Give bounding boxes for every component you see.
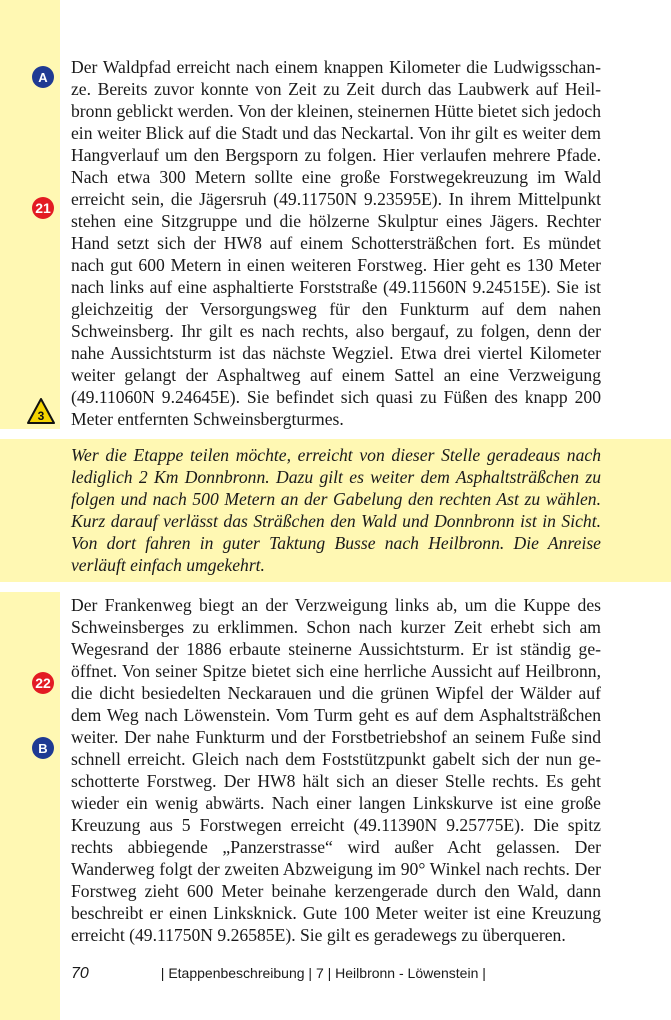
waypoint-marker-b-label: B — [38, 740, 48, 756]
warning-triangle-icon — [27, 398, 55, 424]
waypoint-marker-b — [32, 737, 54, 759]
waypoint-marker-21-label: 21 — [35, 200, 51, 216]
page-number: 70 — [71, 965, 89, 982]
warning-number: 3 — [37, 409, 45, 423]
route-paragraph-1: Der Waldpfad erreicht nach einem knappen Kilometer die Ludwigsschanze. Bereits zuvor konnte von Zeit zu Zeit durch das Laubwerk auf Heilbronn geblickt werden. Von der kleinen, steinernen Hütte bietet sich jedoch ein weiter Blick auf die Stadt und das Neckartal. Von ihr gilt es weiter dem Hangverlauf um den Bergsporn zu folgen. Hier verlaufen mehrere Pfade. Nach etwa 300 Metern sollte eine große Forstwegekreuzung im Wald erreicht sein, die Jägersruh (49.11750N 9.23595E). In ihrem Mittelpunkt stehen eine Sitzgruppe und die hölzerne Skulptur eines Jägers. Rechter Hand setzt sich der HW8 auf einem Schottersträßchen fort. Es mündet nach gut 600 Metern in einen weiteren Forstweg. Hier geht es 130 Meter nach links auf eine asphaltierte Forststraße (49.11560N 9.24515E). Sie ist gleichzeitig der Versorgungsweg für den Funkturm auf dem nahen Schweinsberg. Ihr gilt es nach rechts, also bergauf, zu folgen, denn der nahe Aussichtsturm ist das nächste Wegziel. Etwa drei viertel Kilometer weiter gelangt der Asphaltweg auf einem Sattel an eine Verzweigung (49.11060N 9.24645E). Sie befindet sich quasi zu Füßen des knapp 200 Meter entfernten Schweinsbergturmes. — [71, 57, 601, 429]
running-footer-text: | Etappenbeschreibung | 7 | Heilbronn - Löwenstein | — [160, 965, 486, 981]
waypoint-marker-a-label: A — [38, 69, 48, 85]
route-paragraph-2: Der Frankenweg biegt an der Verzweigung links ab, um die Kuppe des Schweinsberges zu erklimmen. Schon nach kurzer Zeit erhebt sich am Wegesrand der 1886 erbaute steinerne Aussichtsturm. Er ist ständig geöffnet. Von seiner Spitze bietet sich eine herrliche Aussicht auf Heilbronn, die dicht besiedelten Neckarauen und die grünen Wipfel der Wälder auf dem Weg nach Löwenstein. Vom Turm geht es auf dem Asphaltsträßchen weiter. Der nahe Funkturm und der Forstbetriebshof an seinem Fuße sind schnell erreicht. Gleich nach dem Foststützpunkt gabelt sich der nun geschotterte Forstweg. Der HW8 hält sich an dieser Stelle rechts. Es geht wieder ein wenig abwärts. Nach einer langen Linkskurve ist eine große Kreuzung aus 5 Forstwegen erreicht (49.11390N 9.25775E). Die spitz rechts abbiegende „Panzerstrasse“ wird außer Acht gelassen. Der Wanderweg folgt der zweiten Abzweigung im 90° Winkel nach rechts. Der Forstweg zieht 600 Meter beinahe kerzengerade durch den Wald, dann beschreibt er einen Linksknick. Gute 100 Meter weiter ist eine Kreuzung erreicht (49.11750N 9.26585E). Sie gilt es geradewegs zu überqueren. — [71, 595, 601, 945]
page-footer — [71, 965, 611, 983]
callout-paragraph: Wer die Etappe teilen möchte, erreicht von dieser Stelle geradeaus nach lediglich 2 Km Donnbronn. Dazu gilt es weiter dem Asphaltsträßchen zu folgen und nach 500 Metern an der Gabelung den rechten Ast zu wählen. Kurz darauf verlässt das Sträßchen den Wald und Donnbronn ist in Sicht. Von dort fahren in guter Taktung Busse nach Heilbronn. Die Anreise verläuft einfach umgekehrt. — [71, 445, 601, 575]
waypoint-marker-22-label: 22 — [35, 675, 51, 691]
waypoint-marker-a — [32, 66, 54, 88]
margin-gap-bottom — [0, 582, 60, 592]
waypoint-marker-21 — [32, 197, 54, 219]
waypoint-marker-22 — [32, 672, 54, 694]
margin-gap-top — [0, 429, 60, 439]
